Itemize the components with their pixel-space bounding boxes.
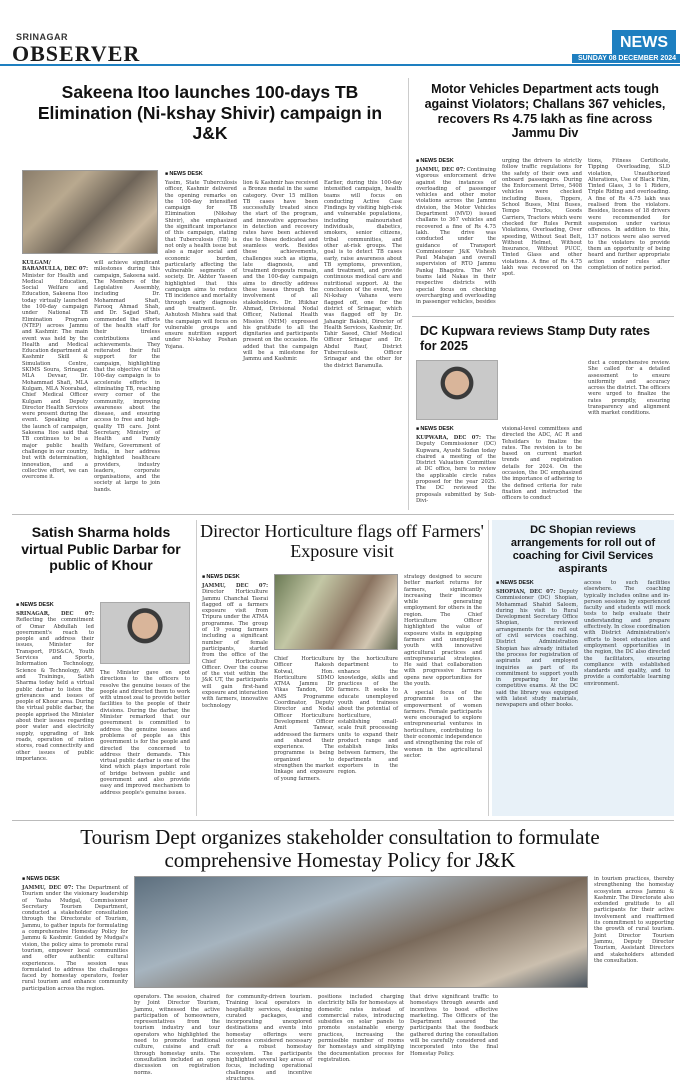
tb-col3 [165, 180, 237, 445]
section-label: NEWS [612, 30, 676, 56]
horti-col3-text: by the horticulture department to enhance the knowledge, skills and practices of the farmers. It seeks to educate unemployed youth and trainees about the potential of horticulture, establishing small-scale fruit processing units to expand their product range and establish links between farmers, the departments and exporters in the region. [338, 656, 398, 776]
tb-desk-label: ■ NEWS DESK [165, 171, 203, 177]
divider-bottom [12, 820, 674, 821]
motor-headline: Motor Vehicles Department acts tough against Violators; Challans 367 vehicles, recovers Rs 4.75 lakh as fine across Jammu Div [424, 82, 666, 141]
kupwara-col1 [416, 435, 496, 510]
kupwara-col2-text: visional-level committees and directed the ADC, AC R and Tehsildars to finalize the rates. The revision is to be based on current market trends and registration details for 2024. On the occasion, the DC emphasized the importance of adhering to the defined criteria for rate fixation and instructed the officers to conduct [502, 426, 582, 502]
kupwara-photo [416, 360, 498, 420]
tourism-col2-text: operators. The session, chaired by Joint Director Tourism, Jammu, witnessed the active participation of homeowners, representatives from the tourism industry and tour operators who highlighted the need to promote traditional culture, cuisine and craft through homestay units. The consultation included an open discussion on registration norms. [134, 994, 220, 1076]
tourism-col2 [134, 994, 220, 1076]
satish-col2-text: The Minister gave on spot directions to the officers to resolve the genuine issues of the people and directed them to work with utmost zeal to provide better facilities to the people of their divisions. During the darbar, the Minister remarked that our government is committed to address the genuine issues and problems of people as this government is for the people and directed the concerned to address their demands. This virtual public darbar is one of the kind which plays important role of bridge between public and government and also provide easy and improved mechanism to address people's genuine issues. [100, 670, 190, 796]
kupwara-dateline: KUPWARA, DEC 07: [416, 435, 481, 441]
tourism-col1-text: The Department of Tourism under the visionary leadership of Yasha Mudgal, Commissioner Secretary Tourism Department, conducted a stakeholder consultation through the Directorate of Tourism, Jammu, to gather inputs for formulating a comprehensive Homestay Policy for Jammu & Kashmir. Guided by Mudgal's vision, the policy aims to promote rural tourism, empower local communities and offer authentic cultural experiences. The session was formulated to address the challenges faced by homestay operators, foster rural tourism and enhance community participation across the region. [22, 885, 128, 992]
horti-photo [274, 574, 398, 650]
tb-col2-text: will achieve significant milestones during this campaign, Sakeena said. The Members of the Legislative Assembly, including Dr. Mohammad Shafi, Farooq Ahmad Shah, and Dr. Sajjad Shafi, commended the efforts of the health staff for their tireless contributions and achievements. They reiterated their full support for the campaign, highlighting that the objective of this 100-day campaign is to accelerate efforts in eliminating TB, reaching every corner of the community, improving awareness about the disease, and ensuring access to free and high-quality TB care. Joint Secretary, Ministry of Health and Family Welfare, Government of India, in her address highlighted healthcare providers, industry leaders, corporate organisations, and the society at large to join hands. [94, 260, 160, 493]
satish-col1-text: Reflecting the commitment of Omar Abdullah led government's reach to people and address their issues, Minister for Transport, PDS&CA, Youth Services and Sports, Information Technology, Science & Technology, ARI and Trainings, Satish Sharma today held a virtual public darbar to listen the grievances and issues of people of Khour area. During the virtual public darbar, the people apprised the Minister about their issues regarding poor water and electricity supply, upgrading of link roads, operation of ration stores, road connectivity and other issues of public importance. [16, 617, 94, 762]
motor-col2 [502, 158, 582, 307]
divider-motor-kupwara [412, 316, 674, 317]
satish-photo [100, 602, 190, 664]
motor-col1 [416, 167, 496, 307]
kupwara-col2 [502, 426, 582, 510]
horti-col4 [404, 574, 482, 688]
horti-col5 [404, 690, 482, 811]
motor-col3-text: tions, Fitness Certificate, Tipping Overloading, SLD violation, Unauthorized Alterations, Use of Black Film, Tinted Glass, 3 to 1 Riders, Triple Riding and overloading. A fine of Rs 4.75 lakh was realised from the violators. Besides, licenses of 18 drivers were recommended for suspension under various offences. In addition to this, 137 notices were also served to the violators to provide them an opportunity of being heard and further appropriate action under rules after completion of notice period. [588, 158, 670, 272]
divider-vertical-mid-left [196, 520, 197, 816]
tb-photo [22, 170, 158, 254]
satish-desk-label: ■ NEWS DESK [16, 602, 54, 608]
satish-dateline: SRINAGAR, DEC 07: [16, 611, 94, 617]
horti-col5-text: A special focus of the programme is on the empowerment of women farmers. Female participants were encouraged to explore entrepreneurial ventures in horticulture, contributing to their economic independence and strengthening the role of women in the agricultural sector. [404, 690, 482, 759]
masthead-city: SRINAGAR [16, 32, 69, 42]
horti-dateline: JAMMU, DEC 07: [202, 583, 268, 589]
kupwara-col1-text: The Deputy Commissioner (DC) Kupwara, Ayushi Sudan today chaired a meeting of the District Valuation Committee at DC office, here to review the applicable circle rates proposed for the year 2025. The DC reviewed the proposals submitted by Sub-Divi- [416, 435, 496, 504]
horti-col2 [274, 656, 334, 811]
tb-col3-text: Yasim, State Tuberculosis officer, Kashmir delivered the opening remarks on the 100-day intensified campaign for TB Elimination (Nikshay Shivir), she emphasized the significant importance of this campaign, stating that Tuberculosis (TB) is not only a health issue but also a major social and economic burden, particularly affecting the vulnerable segments of society. Dr. Akhter Yaseen highlighted that this campaign aims to reduce TB incidence and mortality through early diagnosis and treatment. Dr. Ashutosh Mishra said that the campaign will focus on vulnerable groups and ensure nutrition support under Ni-kshay Poshan Yojana. [165, 180, 237, 350]
issue-date: SUNDAY 08 DECEMBER 2024 [572, 54, 680, 63]
motor-col3 [588, 158, 670, 307]
tb-dateline: KULGAM/ BARAMULLA, DEC 07: [22, 260, 88, 273]
kupwara-desk-label: ■ NEWS DESK [416, 426, 454, 432]
shopian-col1 [496, 589, 578, 811]
tourism-col6-text: in tourism practices, thereby strengthening the homestay ecosystem across Jammu & Kashmir. The Directorate also extended gratitude to all participants for their active involvement and reaffirmed its commitment to supporting the growth of rural tourism. Joint Director Tourism Jammu, Deputy Director Tourism, Assistant Directors and stakeholders attended the consultation. [594, 876, 674, 964]
shopian-desk-label: ■ NEWS DESK [496, 580, 534, 586]
shopian-col2 [584, 580, 670, 811]
divider-vertical-top [408, 78, 409, 510]
kupwara-col3 [588, 360, 670, 510]
tb-col4 [243, 180, 318, 445]
shopian-dateline: SHOPIAN, DEC 07: [496, 589, 556, 595]
kupwara-headline: DC Kupwara reviews Stamp Duty rates for 2025 [420, 324, 650, 353]
shopian-headline: DC Shopian reviews arrangements for roll out of coaching for Civil Services aspirants [510, 524, 656, 575]
tourism-desk-label: ■ NEWS DESK [22, 876, 60, 882]
horti-col4-text: strategy designed to secure better market returns for farmers, significantly increasing their incomes while generating employment for others in the region. The Chief Horticulture Officer highlighted the value of exposure visits in equipping farmers and unemployed youth with innovative agricultural practices and entrepreneurial strategies. He said that collaboration with progressive farmers opens new opportunities for the youth. [404, 574, 482, 688]
tourism-dateline: JAMMU, DEC 07: [22, 885, 74, 891]
tb-col2 [94, 260, 160, 493]
tourism-col6 [594, 876, 674, 1038]
satish-col2 [100, 670, 190, 811]
tourism-col5 [410, 994, 498, 1057]
horti-col1-text: Director Horticulture Jammu Chanchal Tasrai flagged off a farmers exposure visit from Tripura under the ATMA programme. The group of 19 young farmers including a significant number of female participants, started from the office of the Chief Horticulture Officer. Over the course of the visit within the J&K UT, the participants will gain first-hand exposure and interaction with farmers, innovative technology [202, 589, 268, 709]
tourism-col3-text: for community-driven tourism. Training local operators in hospitality services, designing curated packages, and incorporating unexplored destinations and events into homestay offerings were outcomes considered necessary for a robust homestay ecosystem. The participants highlighted several key areas of focus, including operational challenges and incentive structures. [226, 994, 312, 1082]
motor-col1-text: Continuing vigorous enforcement drive against the instances of overloading of passenger vehicles and other motor violations across the Jammu division, the Motor Vehicles Department (MVD) issued challans to 367 vehicles and recovered a fine of Rs 4.75 lakh. The drive was conducted under the guidance of Transport Commissioner J&K Vishesh Paul Mahajan and overall supervision of RTO Jammu Pankaj Bhagotra. The MV teams laid Nakas in their respective districts with special focus on checking overcharging and overloading in passenger vehicles, besides [416, 167, 496, 306]
shopian-col2-text: access to such facilities elsewhere. The coaching typically includes online and in-person sessions by experienced faculty and students will mock tests to help evaluate their understanding and prepare effectively. In close coordination with District Administration's efforts to boost education and employment opportunities in the region, the DC also directed the facilitators, ensuring compliance with established standards and quality, and to provide a comfortable learning environment. [584, 580, 670, 687]
horti-desk-label: ■ NEWS DESK [202, 574, 240, 580]
horti-headline: Director Horticulture flags off Farmers' Exposure visit [200, 521, 484, 561]
tb-col5-text: Earlier, during this 100-day intensified campaign, health teams will focus on conducting Active Case Findings by visiting high-risk and vulnerable populations, including malnourished individuals, diabetics, smokers, senior citizens, tribal communities, and other at-risk groups. The goal is to detect TB cases early, raise awareness about TB symptoms, prevention, and treatment, and provide continuous medical care and nutritional support. At the conclusion of the event, two Ni-kshay Vahans were flagged off, one for the district of Srinagar, which was flagged off by Dr. Jahangir Bakshi, Director of Health Services, Kashmir, Dr. Tahir Saeed, Chief Medical Officer Srinagar and Dr. Abdul Rauf, District Tuberculosis Officer Srinagar and the other for the district Baramulla. [324, 180, 402, 369]
tourism-col4-text: positions included charging electricity bills for homestays at domestic rates instead of commercial rates, introducing subsidies on solar panels to promote sustainable energy practices, increasing the permissible number of rooms for homestays and simplifying the documentation process for registration. [318, 994, 404, 1063]
tb-col1 [22, 260, 88, 481]
satish-headline: Satish Sharma holds virtual Public Darbar for public of Khour [21, 524, 181, 574]
tourism-col1 [22, 885, 128, 1035]
motor-desk-label: ■ NEWS DESK [416, 158, 454, 164]
tb-col5 [324, 180, 402, 445]
horti-col2-text: Chief Horticulture Officer Rakesh Kotwal, Hon. Horticulture SDMO ATMA Jammu Dr Vikas Tandon, DD AMS Programme Coordinator, Deputy Director and Nodal Officer Horticulture Development Officer Amit Tanwar, addressed the farmers and shared their experience. The programme is being organized to strengthen the market linkage and exposure of young farmers. [274, 656, 334, 782]
horti-col3 [338, 656, 398, 811]
divider-vertical-mid-right [488, 520, 489, 816]
tourism-headline: Tourism Dept organizes stakeholder consultation to formulate comprehensive Homestay Policy for J&K [80, 825, 600, 873]
tb-col1-text: Minister for Health and Medical Education, Social Welfare and Education, Sakeena Itoo today virtually launched the 100-day campaign under National TB Elimination Program (NTEP) across Jammu and Kashmir. The main event was held by the Health and Medical Education department at Kashmir Skill & Simulation Centre, SKIMS Soura, Srinagar. MLA Devsar, Dr. Mohammad Shafi, MLA Kulgam, MLA Noorabad, Chief Medical Officer Kulgam and Deputy Director Health Services were present during the event. Speaking after the launch of campaign, Sakeena Itoo said that TB continues to be a major public health challenge in our country, but with determination, innovation, and a collective effort, we can overcome it. [22, 272, 88, 481]
tb-col4-text: lion & Kashmir has received a Bronze medal in the same category. Over 15 million TB cases have been successfully treated since the start of the program, and innovative approaches in detection and recovery rates have been achieved due to these dedicated and seamless work. Besides these achievements, challenges such as stigma, late diagnosis, and treatment dropouts remain, and the 100-day campaign aims to directly address these issues through the involvement of all stakeholders. Dr. Iftikhar Ahmad, Divisional Nodal Officer, National Health Mission (NHM) expressed his gratitude to all the dignitaries and participants present on the occasion. He added that the campaign will be a milestone for Jammu and Kashmir. [243, 180, 318, 363]
tourism-photo [134, 876, 588, 988]
tourism-col3 [226, 994, 312, 1082]
divider-middle [12, 514, 674, 515]
masthead-logo: OBSERVER [12, 41, 141, 66]
shopian-col1-text: Deputy Commissioner (DC) Shopian, Mohammad Shahid Saleem, during his visit to Rural Development Secretary Office Shopian, reviewed arrangements for the roll out of civil services coaching. District Administration Shopian has already initiated the process for registration of aspirants and employed inquiries as part of its commitment to support youth in preparing for the competitive exams. At the DC said the library was equipped with latest study materials, newspapers and other books. [496, 589, 578, 709]
motor-col2-text: urging the drivers to strictly follow traffic regulations for the safety of their own and onboard passengers. During the Enforcement Drive, 5408 vehicles were checked including Buses, Tippers, School Buses, Mini Buses, Tempo Trucks, Goods Carriers, Tractors which were checked for Rules Permit Violations, Overloading, Over speeding, Without Seat Belt, Without Helmet, Without Insurance, Without PUCC, Tinted Glass and other violations. A fine of Rs 4.75 lakh was recovered on the spot. [502, 158, 582, 278]
tourism-col5-text: that drive significant traffic to homestays through awards and incentives to boost effective marketing. The Officers of the Department assured the participants that the feedback gathered during the consultation will be carefully considered and incorporated into the final Homestay Policy. [410, 994, 498, 1057]
motor-dateline: JAMMU, DEC 07: [416, 167, 466, 173]
kupwara-col3-text: duct a comprehensive review. She called for a detailed assessment to ensure uniformity and accuracy across the district. The officers were urged to finalize the rates promptly, ensuring transparency and alignment with market conditions. [588, 360, 670, 417]
horti-col1 [202, 583, 268, 811]
tourism-col4 [318, 994, 404, 1063]
tb-headline: Sakeena Itoo launches 100-days TB Elimination (Ni-kshay Shivir) campaign in J&K [37, 82, 383, 144]
masthead [0, 0, 680, 66]
satish-col1 [16, 611, 94, 811]
